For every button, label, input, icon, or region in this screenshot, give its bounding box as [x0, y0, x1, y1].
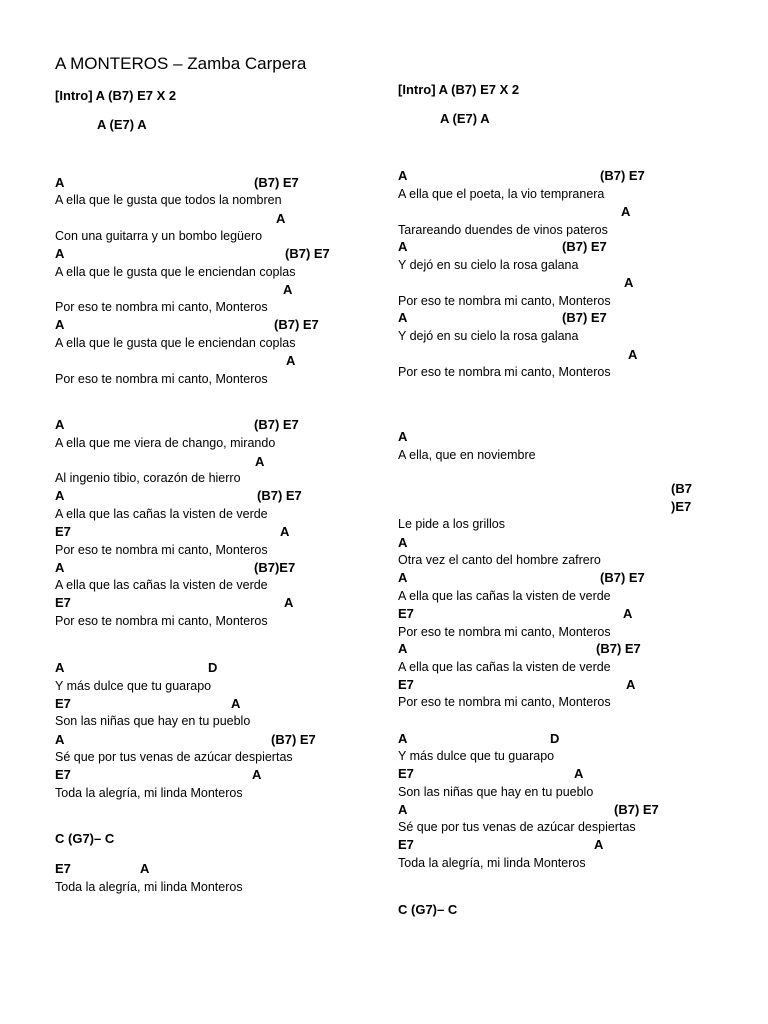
chord-line: (B7) E7	[271, 732, 316, 747]
chord-line: A	[252, 767, 262, 782]
chord-line: (B7) E7	[600, 168, 645, 183]
lyric-line: A ella que le gusta que le enciendan coplas	[55, 336, 296, 350]
lyric-line: Y dejó en su cielo la rosa galana	[398, 258, 579, 272]
lyric-line: A ella que me viera de chango, mirando	[55, 436, 276, 450]
lyric-line: Por eso te nombra mi canto, Monteros	[55, 300, 268, 314]
chord-line: (B7) E7	[274, 317, 319, 332]
lyric-line: Sé que por tus venas de azúcar despiertas	[398, 820, 636, 834]
chord-line: A	[276, 211, 286, 226]
lyric-line: Por eso te nombra mi canto, Monteros	[398, 625, 611, 639]
chord-line: C (G7)– C	[398, 902, 458, 917]
chord-line: (B7) E7	[562, 239, 607, 254]
chord-line: D	[550, 731, 560, 746]
chord-line: E7	[398, 837, 414, 852]
lyric-line: A ella que le gusta que le enciendan coplas	[55, 265, 296, 279]
chord-line: (B7) E7	[562, 310, 607, 325]
chord-line: E7	[398, 766, 414, 781]
lyric-line: A ella, que en noviembre	[398, 448, 536, 462]
chord-line: A	[624, 275, 634, 290]
chord-line: A	[140, 861, 150, 876]
chord-line: A	[626, 677, 636, 692]
chord-line: A	[398, 429, 408, 444]
lyric-line: A ella que las cañas la visten de verde	[398, 589, 611, 603]
chord-line: A	[398, 310, 408, 325]
chord-line: A	[55, 175, 65, 190]
chord-line: A (E7) A	[440, 111, 490, 126]
chord-line: A	[574, 766, 584, 781]
chord-line: A	[55, 246, 65, 261]
chord-line: (B7) E7	[596, 641, 641, 656]
lyric-line: Por eso te nombra mi canto, Monteros	[398, 294, 611, 308]
lyric-line: Otra vez el canto del hombre zafrero	[398, 553, 601, 567]
chord-line: A	[621, 204, 631, 219]
chord-line: A	[55, 660, 65, 675]
chord-line: (B7) E7	[285, 246, 330, 261]
chord-line: A	[594, 837, 604, 852]
lyric-line: Le pide a los grillos	[398, 517, 506, 531]
chord-line: A	[55, 488, 65, 503]
chord-line: A	[231, 696, 241, 711]
chord-line: A	[255, 454, 265, 469]
chord-line: (B7) E7	[254, 417, 299, 432]
lyric-line: Toda la alegría, mi linda Monteros	[55, 786, 243, 800]
chord-line: A	[398, 641, 408, 656]
chord-line: A	[398, 731, 408, 746]
chord-line: A	[398, 802, 408, 817]
chord-line: A	[398, 239, 408, 254]
chord-line: [Intro] A (B7) E7 X 2	[55, 88, 177, 103]
chord-line: A	[398, 535, 408, 550]
lyric-line: Por eso te nombra mi canto, Monteros	[398, 365, 611, 379]
lyric-line: Son las niñas que hay en tu pueblo	[398, 785, 594, 799]
chord-line: E7	[55, 524, 71, 539]
chord-line: E7	[55, 595, 71, 610]
chord-line: C (G7)– C	[55, 831, 115, 846]
chord-line: A	[55, 732, 65, 747]
lyric-line: Por eso te nombra mi canto, Monteros	[55, 614, 268, 628]
lyric-line: Y más dulce que tu guarapo	[55, 679, 212, 693]
lyric-line: A ella que el poeta, la vio tempranera	[398, 187, 605, 201]
chord-line: (B7) E7	[600, 570, 645, 585]
chord-line: (B7	[671, 481, 692, 496]
lyric-line: A ella que le gusta que todos la nombren	[55, 193, 282, 207]
lyric-line: Toda la alegría, mi linda Monteros	[398, 856, 586, 870]
chord-line: A	[55, 417, 65, 432]
lyric-line: Por eso te nombra mi canto, Monteros	[55, 543, 268, 557]
lyric-line: Toda la alegría, mi linda Monteros	[55, 880, 243, 894]
song-title: A MONTEROS – Zamba Carpera	[55, 54, 307, 73]
chord-line: (B7) E7	[254, 175, 299, 190]
lyric-line: Con una guitarra y un bombo legüero	[55, 229, 263, 243]
chord-line: A	[398, 168, 408, 183]
chord-line: A	[280, 524, 290, 539]
lyric-line: Al ingenio tibio, corazón de hierro	[55, 471, 241, 485]
lyric-line: Por eso te nombra mi canto, Monteros	[398, 695, 611, 709]
chord-line: E7	[55, 767, 71, 782]
chord-line: (B7) E7	[614, 802, 659, 817]
lyric-line: Sé que por tus venas de azúcar despiertas	[55, 750, 293, 764]
chord-line: (B7)E7	[254, 560, 296, 575]
chord-line: [Intro] A (B7) E7 X 2	[398, 82, 520, 97]
lyric-line: Tarareando duendes de vinos pateros	[398, 223, 608, 237]
chord-line: A	[283, 282, 293, 297]
chord-line: A	[55, 560, 65, 575]
chord-line: A	[55, 317, 65, 332]
chord-line: E7	[55, 861, 71, 876]
lyric-line: A ella que las cañas la visten de verde	[398, 660, 611, 674]
chord-line: )E7	[671, 499, 692, 514]
lyric-line: Son las niñas que hay en tu pueblo	[55, 714, 251, 728]
chord-line: E7	[398, 606, 414, 621]
lyric-line: Y dejó en su cielo la rosa galana	[398, 329, 579, 343]
chord-line: A	[284, 595, 294, 610]
chord-line: A	[628, 347, 638, 362]
lyric-line: Por eso te nombra mi canto, Monteros	[55, 372, 268, 386]
chord-line: D	[208, 660, 218, 675]
chord-line: A	[398, 570, 408, 585]
chord-line: E7	[55, 696, 71, 711]
lyric-line: Y más dulce que tu guarapo	[398, 749, 555, 763]
chord-line: A (E7) A	[97, 117, 147, 132]
lyric-line: A ella que las cañas la visten de verde	[55, 507, 268, 521]
chord-line: A	[286, 353, 296, 368]
chord-line: A	[623, 606, 633, 621]
chord-line: (B7) E7	[257, 488, 302, 503]
chord-line: E7	[398, 677, 414, 692]
lyric-line: A ella que las cañas la visten de verde	[55, 578, 268, 592]
